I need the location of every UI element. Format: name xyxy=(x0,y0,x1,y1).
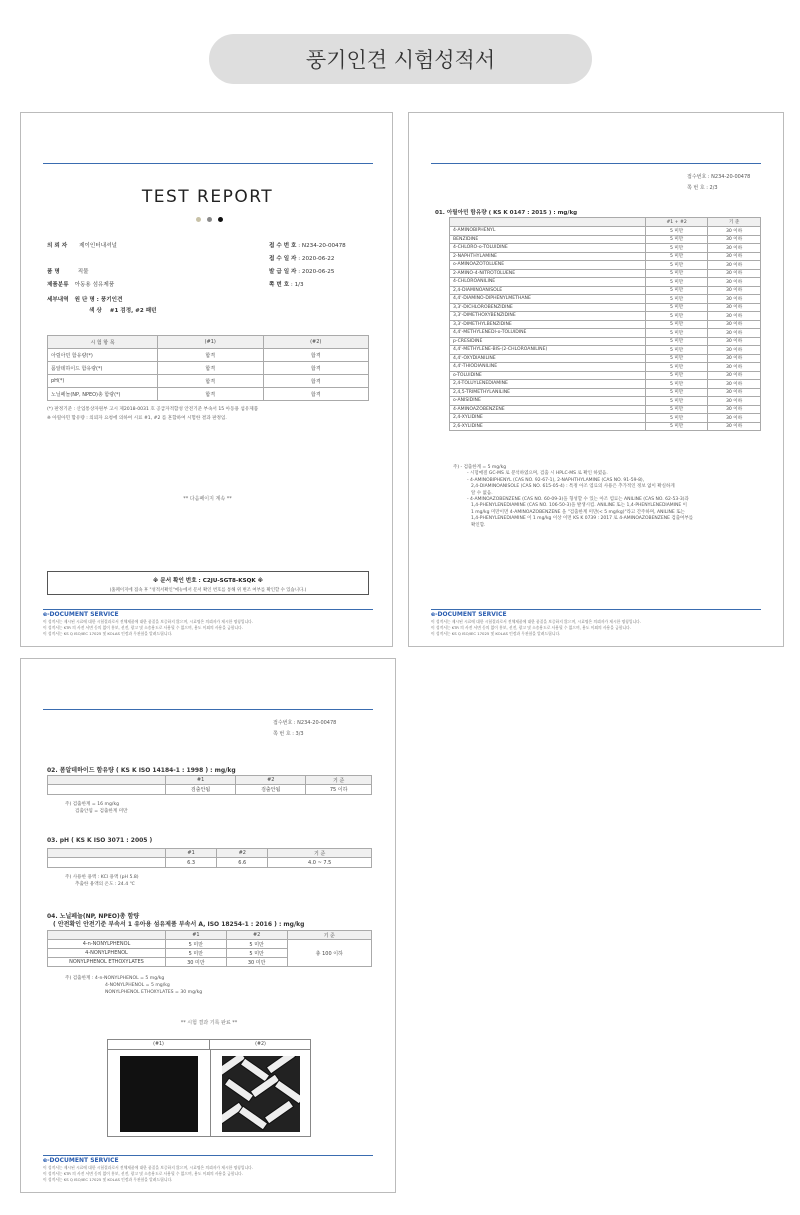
footer-title: e-DOCUMENT SERVICE xyxy=(431,611,507,618)
page-number-row: 쪽 번 호 : 1/3 xyxy=(269,282,304,288)
table-row: 4,4'-METHYLENE-BIS-(2-CHLOROANILINE) 5 미만 30 이하 xyxy=(450,346,761,355)
table-row: 3,3'-DICHLOROBENZIDINE 5 미만 30 이하 xyxy=(450,303,761,312)
summary-table xyxy=(47,335,369,401)
table-row: 4-CHLORO-o-TOLUIDINE 5 미만 30 이하 xyxy=(450,244,761,253)
formaldehyde-table: #1 #2 기 준 검출안됨 검출안됨 75 이하 xyxy=(47,775,372,795)
report-page-2 xyxy=(408,112,784,647)
footer-text: 이 성적서는 제시된 시료에 대한 시험결과로서 전체제품에 대한 품질을 보증하지 않으며, 시료명은 의뢰자가 제시한 명칭입니다. 이 성적서는 KTR 의 사전 서면 동의 없이 홍보, 선전, 광고 및 소송용도로 사용될 수 없으며, 용도 이외의 사용을 금합니다. 이 성적서는 KS Q ISO/IEC 17025 및 KOLAS 인정과 무관함을 알려드립니다. xyxy=(431,619,642,636)
document-confirm-box xyxy=(47,571,369,595)
table-row: 노닐페놀(NP, NPEO)총 함량(*) 합격 합격 xyxy=(48,388,369,401)
table-row: 3,3'-DIMETHOXYBENZIDINE 5 미만 30 이하 xyxy=(450,312,761,321)
sample-2-swatch xyxy=(222,1056,300,1132)
nonylphenol-table: #1 #2 기 준 4-n-NONYLPHENOL 5 미만 5 미만 총 100 이하 4-NONYLPHENOL 5 미만 5 미만 NONYLPHENOL ETHOXYLATES 30 미만 30 미만 xyxy=(47,930,372,967)
table-row: 3,3'-DIMETHYLBENZIDINE 5 미만 30 이하 xyxy=(450,320,761,329)
page-number: 쪽 번 호 : 2/3 xyxy=(687,185,718,191)
page-header-title: 풍기인견 시험성적서 xyxy=(209,34,592,84)
table-row: 4-AMINOAZOBENZENE 5 미만 30 이하 xyxy=(450,405,761,414)
header-sample-1: (#1) xyxy=(158,336,264,349)
report-page-1 xyxy=(20,112,393,647)
table-row: NONYLPHENOL ETHOXYLATES 30 미만 30 미만 xyxy=(48,958,372,967)
formaldehyde-notes: 주) 검출한계 = 16 mg/kg 검출안됨 = 검출한계 미만 xyxy=(65,802,128,814)
pattern-image xyxy=(222,1056,300,1132)
next-page-note: ** 다음페이지 계속 ** xyxy=(183,496,232,502)
receipt-number: 접수번호 : N234-20-00478 xyxy=(273,720,337,726)
category-row: 제품분류 아동용 섬유제품 xyxy=(47,282,115,288)
table-row: 4,4'-OXYDIANILINE 5 미만 30 이하 xyxy=(450,354,761,363)
arylamine-table: #1 + #2 기 준 4-AMINOBIPHENYL 5 미만 30 이하 BENZIDINE 5 미만 30 이하 4-CHLORO-o-TOLUIDINE 5 미만 30 이하 2-NAPHTHYLAMINE 5 미만 30 이하 o-AMINOAZOTOLUENE 5 미만 30 이하 2-AMINO-4-NITROTOLUENE 5 미만 30 이하 4-CHLOROANILINE 5 미만 30 이하 2,4-DIAMINOANISOLE 5 미만 30 이하 4,4'-DIAMINO-DIPHENYLMETHANE 5 미만 30 이하 3,3'-DICHLOROBENZIDINE 5 미만 30 이하 3,3'-DIMETHOXYBENZIDINE 5 미만 30 이하 3,3'-DIMETHYLBENZIDINE 5 미만 30 이하 4,4'-METHYLENEDI-o-TOLUIDINE 5 미만 30 이하 p-CRESIDINE 5 미만 30 이하 4,4'-METHYLENE-BIS-(2-CHLOROANILINE) 5 미만 30 이하 4,4'-OXYDIANILINE 5 미만 30 이하 4,4'-THIODIANILINE 5 미만 30 이하 o-TOLUIDINE 5 미만 30 이하 2,4-TOLUYLENEDIAMINE 5 미만 30 이하 2,4,5-TRIMETHYLANILINE 5 미만 30 이하 o-ANISIDINE 5 미만 30 이하 4-AMINOAZOBENZENE 5 미만 30 이하 2,4-XYLIDINE 5 미만 30 이하 2,6-XYLIDINE 5 미만 30 이하 xyxy=(449,217,761,431)
dot-1 xyxy=(196,217,201,222)
header-sample-2: (#2) xyxy=(263,336,369,349)
table-row: 4,4'-THIODIANILINE 5 미만 30 이하 xyxy=(450,363,761,372)
table-row: pH(*) 합격 합격 xyxy=(48,375,369,388)
footer-title: e-DOCUMENT SERVICE xyxy=(43,611,119,618)
report-title: TEST REPORT xyxy=(141,187,274,207)
table-row: 4,4'-METHYLENEDI-o-TOLUIDINE 5 미만 30 이하 xyxy=(450,329,761,338)
sample-image-frame xyxy=(107,1039,311,1137)
table-row: 6.3 6.6 4.0 ~ 7.5 xyxy=(48,858,372,868)
table-row: 2,4-TOLUYLENEDIAMINE 5 미만 30 이하 xyxy=(450,380,761,389)
sample-label-1: (#1) xyxy=(108,1040,210,1050)
footer-text: 이 성적서는 제시된 시료에 대한 시험결과로서 전체제품에 대한 품질을 보증하지 않으며, 시료명은 의뢰자가 제시한 명칭입니다. 이 성적서는 KTR 의 사전 서면 동의 없이 홍보, 선전, 광고 및 소송용도로 사용될 수 없으며, 용도 이외의 사용을 금합니다. 이 성적서는 KS Q ISO/IEC 17025 및 KOLAS 인정과 무관함을 알려드립니다. xyxy=(43,1165,254,1182)
header-test-item: 시 험 항 목 xyxy=(48,336,158,349)
color-row: 색 상 #1 검정, #2 패턴 xyxy=(89,308,157,314)
arylamine-notes: 주) - 검출한계 = 5 mg/kg - 시험매질 GC-MS 로 분석하였으며, 검출 시 HPLC-MS 로 확인 하였음. - 4-AMINOBIPHENYL (CAS NO. 92-67-1), 2-NAPHTHYLAMINE (CAS NO. 91-59-8), 2,4-DIAMINOANISOLE (CAS NO. 615-05-4) : 특정 아조 염료의 사용은 추가적인 정보 없이 확실하게 알 수 없음. - 4-AMINOAZOBENZENE (CAS NO. 60-09-3)을 형성할 수 있는 아조 염료는 ANILINE (CAS NO. 62-53-3)과 1,4-PHENYLENEDIAMINE (CAS NO. 106-50-3)을 발생시킴. ANILINE 또는 1,4-PHENYLENEDIAMINE 이 1 mg/kg 미만이면 4-AMINOAZOBENZENE 을 "검출한계 미만(< 5 mg/kg)"라고 간주하며, ANILINE 또는 1,4-PHENYLENEDIAMINE 이 1 mg/kg 이상 이면 KS K 0739 : 2017 로 4-AMINOAZOBENZENE 검출여부를 확인함. xyxy=(453,465,694,528)
dot-3 xyxy=(218,217,223,222)
detail-row: 세부내역 원 단 명 : 풍기인견 xyxy=(47,297,123,303)
nonylphenol-notes: 주) 검출한계 : 4-n-NONYLPHENOL = 5 mg/kg 4-NONYLPHENOL = 5 mg/kg NONYLPHENOL ETHOXYLATES = 30 mg/kg xyxy=(65,976,203,995)
table-row: 4-CHLOROANILINE 5 미만 30 이하 xyxy=(450,278,761,287)
table-row: 4,4'-DIAMINO-DIPHENYLMETHANE 5 미만 30 이하 xyxy=(450,295,761,304)
table-row: o-ANISIDINE 5 미만 30 이하 xyxy=(450,397,761,406)
end-note: ** 시험 결과 기록 완료 ** xyxy=(180,1020,238,1026)
table-row: o-TOLUIDINE 5 미만 30 이하 xyxy=(450,371,761,380)
table-row: p-CRESIDINE 5 미만 30 이하 xyxy=(450,337,761,346)
footer-title: e-DOCUMENT SERVICE xyxy=(43,1157,119,1164)
table-row: 2,4,5-TRIMETHYLANILINE 5 미만 30 이하 xyxy=(450,388,761,397)
dot-2 xyxy=(207,217,212,222)
formaldehyde-section-title: 02. 폼알데하이드 함유량 ( KS K ISO 14184-1 : 1998 ) : mg/kg xyxy=(47,767,236,774)
receipt-number-row: 접 수 번 호 : N234-20-00478 xyxy=(269,243,346,249)
table-row: 2-AMINO-4-NITROTOLUENE 5 미만 30 이하 xyxy=(450,269,761,278)
table-row: 4-n-NONYLPHENOL 5 미만 5 미만 총 100 이하 xyxy=(48,940,372,949)
table-row: 2,4-DIAMINOANISOLE 5 미만 30 이하 xyxy=(450,286,761,295)
document-confirm-guide: (홈페이지에 접속 후 "성적서확인"메뉴에서 문서 확인 번호를 통해 위 변조 여부를 확인할 수 있습니다.) xyxy=(109,588,307,593)
sample-label-2: (#2) xyxy=(210,1040,311,1050)
document-confirm-number: ※ 문서 확인 번호 : C2JU-SGT8-KSQK ※ xyxy=(152,578,264,584)
sample-1-swatch xyxy=(120,1056,198,1132)
nonylphenol-section-subtitle: ( 안전확인 안전기준 부속서 1 유아용 섬유제품 부속서 A, ISO 18254-1 : 2016 ) : mg/kg xyxy=(53,921,305,928)
arylamine-note: ※ 아릴아민 함유량 : 의뢰자 요청에 의하여 시료 #1, #2 를 혼합하여 시험한 결과 판정임. xyxy=(47,416,227,421)
ph-notes: 주) 사용한 용액 : KCl 용액 (pH 5.8) 추출한 용액의 온도 : 24.4 ℃ xyxy=(65,875,139,887)
ph-section-title: 03. pH ( KS K ISO 3071 : 2005 ) xyxy=(47,837,153,844)
report-page-3 xyxy=(20,658,396,1193)
table-row: 4-NONYLPHENOL 5 미만 5 미만 xyxy=(48,949,372,958)
arylamine-section-title: 01. 아릴아민 함유량 ( KS K 0147 : 2015 ) : mg/kg xyxy=(435,210,578,216)
table-row: 검출안됨 검출안됨 75 이하 xyxy=(48,785,372,795)
table-row: o-AMINOAZOTOLUENE 5 미만 30 이하 xyxy=(450,261,761,270)
table-row: 2,6-XYLIDINE 5 미만 30 이하 xyxy=(450,422,761,431)
table-row: 2,4-XYLIDINE 5 미만 30 이하 xyxy=(450,414,761,423)
page-number: 쪽 번 호 : 3/3 xyxy=(273,731,304,737)
nonylphenol-section-title: 04. 노닐페놀(NP, NPEO)총 함량 xyxy=(47,913,140,920)
footer-text: 이 성적서는 제시된 시료에 대한 시험결과로서 전체제품에 대한 품질을 보증하지 않으며, 시료명은 의뢰자가 제시한 명칭입니다. 이 성적서는 KTR 의 사전 서면 동의 없이 홍보, 선전, 광고 및 소송용도로 사용될 수 없으며, 용도 이외의 사용을 금합니다. 이 성적서는 KS Q ISO/IEC 17025 및 KOLAS 인정과 무관함을 알려드립니다. xyxy=(43,619,254,636)
receipt-date-row: 접 수 일 자 : 2020-06-22 xyxy=(269,256,335,262)
header-rule xyxy=(43,163,373,164)
table-row: 폼알데하이드 함유량(*) 합격 합격 xyxy=(48,362,369,375)
ph-table: #1 #2 기 준 6.3 6.6 4.0 ~ 7.5 xyxy=(47,848,372,868)
table-row: BENZIDINE 5 미만 30 이하 xyxy=(450,235,761,244)
table-row: 아릴아민 함유량(*) 합격 합격 xyxy=(48,349,369,362)
product-row: 품 명 직물 xyxy=(47,269,89,275)
issue-date-row: 발 급 일 자 : 2020-06-25 xyxy=(269,269,335,275)
client-row: 의 뢰 자 제이인터내셔널 xyxy=(47,243,117,249)
criteria-note: (*) 판정기준 : 산업통상자원부 고시 제2018-0031 호 공급자적합성 안전기준 부속서 15 아동용 섬유제품 xyxy=(47,407,259,412)
table-row: 2-NAPHTHYLAMINE 5 미만 30 이하 xyxy=(450,252,761,261)
receipt-number: 접수번호 : N234-20-00478 xyxy=(687,174,751,180)
table-row: 4-AMINOBIPHENYL 5 미만 30 이하 xyxy=(450,227,761,236)
